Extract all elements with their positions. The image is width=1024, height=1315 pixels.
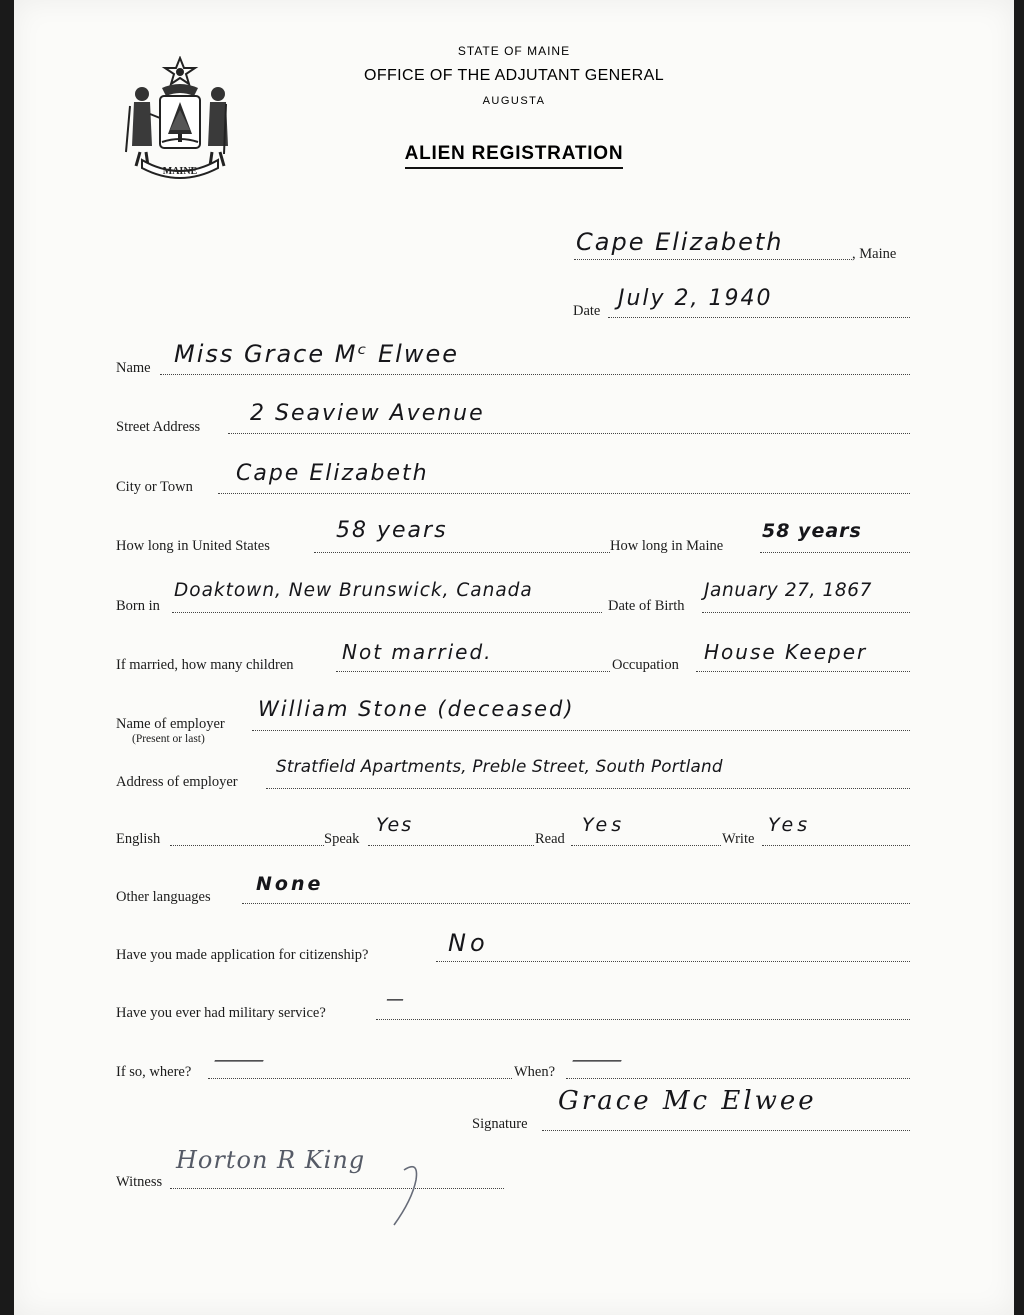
where-line — [208, 1078, 512, 1079]
speak-label: Speak — [324, 831, 360, 847]
city-heading: AUGUSTA — [482, 95, 546, 107]
citizenship-label: Have you made application for citizenship? — [116, 947, 369, 963]
signature-value: Grace Mc Elwee — [558, 1086, 817, 1116]
dob-line — [702, 612, 910, 613]
write-value: Yes — [768, 814, 812, 836]
maine-duration-value: 58 years — [762, 520, 862, 542]
employer-address-value: Stratfield Apartments, Preble Street, South Portland — [276, 756, 723, 776]
office-heading: OFFICE OF THE ADJUTANT GENERAL — [363, 67, 665, 84]
when-line — [566, 1078, 910, 1079]
street-value: 2 Seaview Avenue — [250, 401, 485, 426]
signature-line — [542, 1130, 910, 1131]
date-value: July 2, 1940 — [618, 286, 773, 311]
seal-text: MAINE — [162, 166, 198, 177]
children-label: If married, how many children — [116, 657, 294, 673]
military-line — [376, 1019, 910, 1020]
maine-duration-label: How long in Maine — [610, 538, 724, 554]
registration-form — [14, 0, 1014, 1315]
signature-label: Signature — [472, 1116, 528, 1132]
street-line — [228, 433, 910, 434]
city-line — [218, 493, 910, 494]
other-languages-line — [242, 903, 910, 904]
when-value: — — [570, 1050, 630, 1071]
read-label: Read — [535, 831, 565, 847]
speak-line — [368, 845, 534, 846]
military-label: Have you ever had military service? — [116, 1005, 326, 1021]
witness-label: Witness — [116, 1174, 163, 1190]
us-duration-value: 58 years — [336, 518, 448, 543]
place-value: Cape Elizabeth — [576, 228, 784, 256]
citizenship-line — [436, 961, 910, 962]
occupation-line — [696, 671, 910, 672]
read-value: Yes — [582, 814, 626, 836]
city-value: Cape Elizabeth — [236, 461, 429, 486]
read-line — [571, 845, 721, 846]
witness-flourish — [364, 1150, 454, 1230]
us-duration-label: How long in United States — [116, 538, 270, 554]
english-line — [170, 845, 324, 846]
children-value: Not married. — [342, 640, 493, 664]
dob-label: Date of Birth — [608, 598, 685, 614]
employer-sublabel: (Present or last) — [132, 733, 205, 745]
born-in-line — [172, 612, 602, 613]
employer-line — [252, 730, 910, 731]
other-languages-value: None — [256, 873, 324, 895]
dob-value: January 27, 1867 — [704, 580, 872, 601]
place-line — [574, 259, 852, 260]
employer-address-line — [266, 788, 910, 789]
date-line — [608, 317, 910, 318]
city-label: City or Town — [116, 479, 193, 495]
citizenship-value: No — [448, 929, 489, 957]
place-suffix: , Maine — [852, 246, 897, 262]
born-in-value: Doaktown, New Brunswick, Canada — [174, 580, 533, 601]
other-languages-label: Other languages — [116, 889, 211, 905]
form-title-text: ALIEN REGISTRATION — [405, 143, 624, 169]
name-label: Name — [116, 360, 151, 376]
write-line — [762, 845, 910, 846]
where-value: — — [212, 1050, 272, 1071]
born-in-label: Born in — [116, 598, 160, 614]
employer-address-label: Address of employer — [116, 774, 238, 790]
military-value: — — [386, 989, 406, 1010]
where-label: If so, where? — [116, 1064, 192, 1080]
name-value: Miss Grace Mᶜ Elwee — [174, 340, 459, 368]
employer-label: Name of employer — [116, 716, 225, 732]
state-heading: STATE OF MAINE — [457, 44, 571, 58]
form-title — [354, 143, 674, 165]
english-label: English — [116, 831, 161, 847]
speak-value: Yes — [376, 814, 414, 836]
maine-state-seal-icon — [120, 56, 240, 182]
witness-value: Horton R King — [176, 1146, 366, 1174]
occupation-value: House Keeper — [704, 640, 868, 664]
us-duration-line — [314, 552, 610, 553]
when-label: When? — [514, 1064, 556, 1080]
children-line — [336, 671, 610, 672]
name-line — [160, 374, 910, 375]
occupation-label: Occupation — [612, 657, 679, 673]
employer-value: William Stone (deceased) — [258, 697, 575, 721]
date-label: Date — [573, 303, 601, 319]
maine-duration-line — [760, 552, 910, 553]
write-label: Write — [722, 831, 755, 847]
street-label: Street Address — [116, 419, 201, 435]
